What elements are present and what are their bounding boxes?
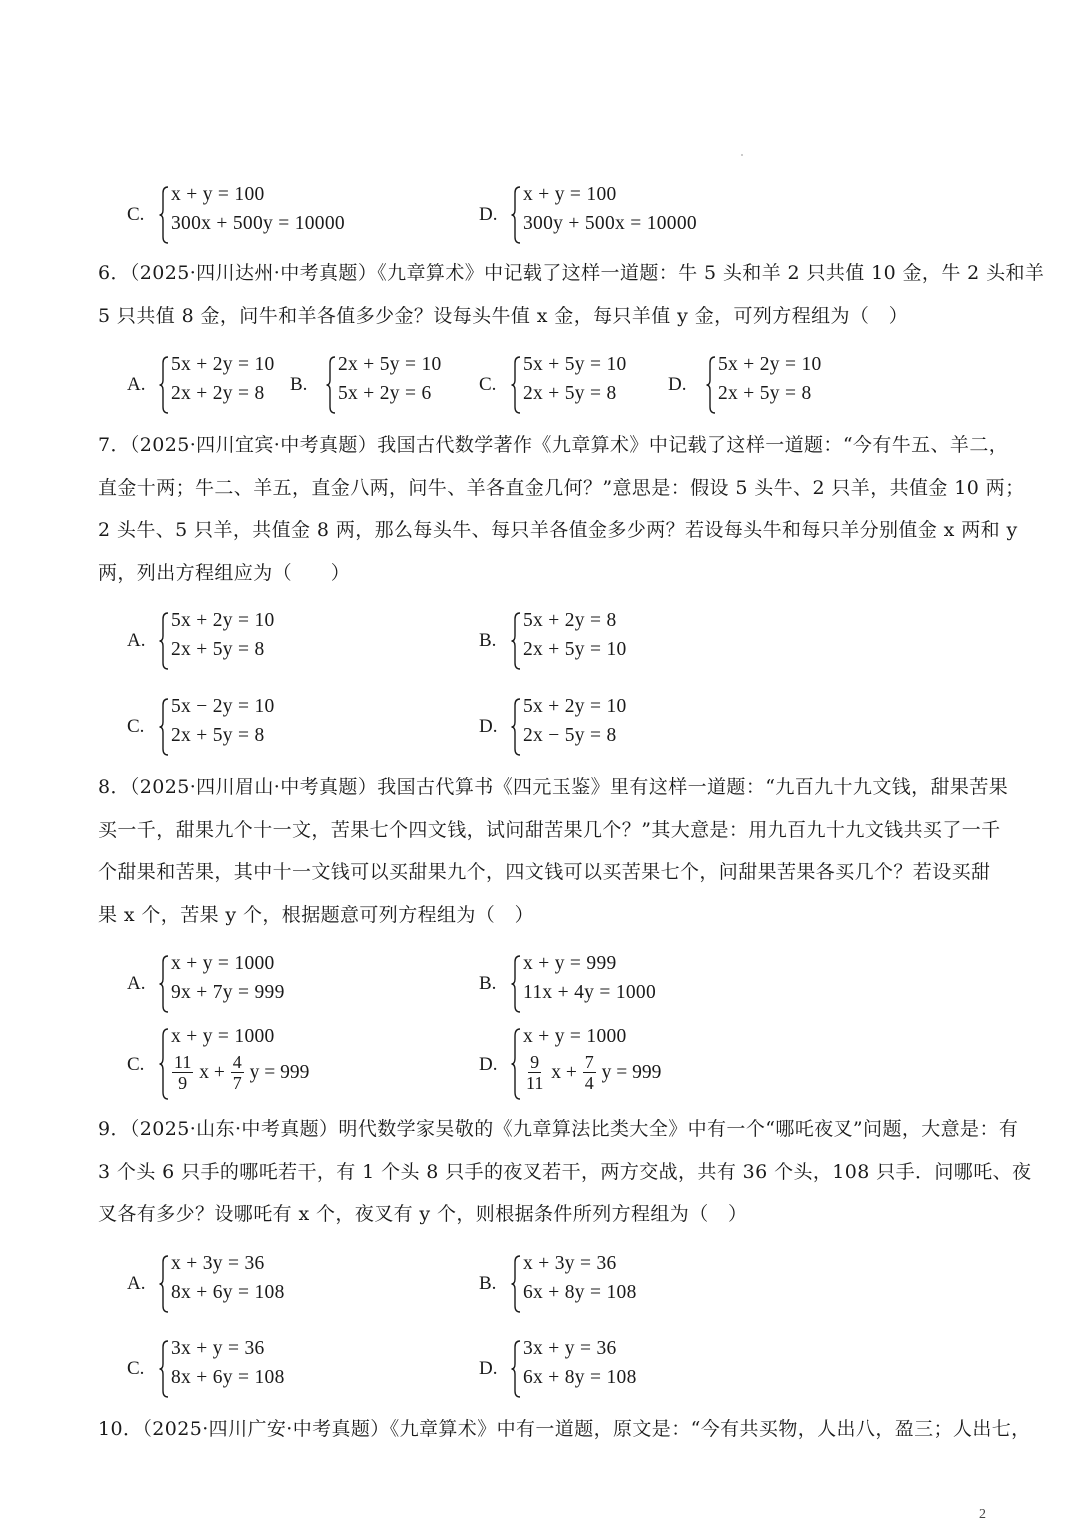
option-label: D.	[479, 1054, 498, 1075]
brace-icon	[511, 186, 521, 244]
q7-option-b[interactable]	[479, 612, 779, 672]
equation-1: 2x + 5y = 10	[338, 354, 442, 375]
fraction: $\frac{11}{9}$	[174, 1052, 192, 1093]
q5-option-c[interactable]	[127, 186, 427, 246]
option-label: B.	[479, 1273, 497, 1294]
equation-2: 11x + 4y = 1000	[523, 982, 657, 1003]
equation-2: 300y + 500x = 10000	[523, 213, 697, 234]
stem-line: 2 头牛、5 只羊，共值金 8 两，那么每头牛、每只羊各值金多少两？若设每头牛和每只羊分别值金 x 两和 y	[98, 519, 1018, 541]
q8-option-d[interactable]	[479, 1028, 779, 1104]
brace-icon	[159, 1255, 169, 1313]
equation-1: x + y = 1000	[171, 953, 275, 974]
q7-option-d[interactable]	[479, 698, 779, 758]
brace-icon	[159, 1340, 169, 1398]
q8-option-c[interactable]	[127, 1028, 427, 1104]
option-label: C.	[127, 1054, 145, 1075]
option-label: D.	[479, 1358, 498, 1379]
option-label: C.	[127, 1358, 145, 1379]
equation-1: x + y = 999	[523, 953, 617, 974]
equation-2: $\frac{9}{11}$ x + $\frac{7}{4}$ y = 999	[526, 1052, 662, 1093]
equation-2: 9x + 7y = 999	[171, 982, 285, 1003]
brace-icon	[511, 1255, 521, 1313]
equation-1: 5x + 2y = 10	[523, 696, 627, 717]
equation-2: 6x + 8y = 108	[523, 1282, 637, 1303]
equation-1: x + y = 1000	[171, 1026, 275, 1047]
option-label: A.	[127, 973, 146, 994]
option-label: D.	[479, 716, 498, 737]
equation-1: x + y = 1000	[523, 1026, 627, 1047]
brace-icon	[159, 356, 169, 414]
scan-speck	[741, 154, 743, 156]
option-label: B.	[479, 973, 497, 994]
brace-icon	[511, 955, 521, 1013]
equation-2: 2x + 2y = 8	[171, 383, 265, 404]
stem-line: 9．（2025·山东·中考真题）明代数学家吴敬的《九章算法比类大全》中有一个“哪吒夜叉”问题，大意是：有	[98, 1118, 1019, 1140]
stem-line: 果 x 个，苦果 y 个，根据题意可列方程组为（ ）	[98, 903, 535, 926]
brace-icon	[159, 612, 169, 670]
option-label: C.	[479, 374, 497, 395]
q6-option-d[interactable]	[668, 356, 848, 416]
stem-line: 两，列出方程组应为（ ）	[98, 561, 351, 584]
equation-2: 6x + 8y = 108	[523, 1367, 637, 1388]
brace-icon	[159, 955, 169, 1013]
q8-stem	[98, 766, 1009, 936]
brace-icon	[511, 612, 521, 670]
q8-option-a[interactable]	[127, 955, 427, 1015]
stem-line: 8．（2025·四川眉山·中考真题）我国古代算书《四元玉鉴》里有这样一道题：“九百九十九文钱，甜果苦果	[98, 776, 1009, 798]
q7-option-a[interactable]	[127, 612, 427, 672]
brace-icon	[706, 356, 716, 414]
stem-line: 10．（2025·四川广安·中考真题）《九章算术》中有一道题，原文是：“今有共买物，人出八，盈三；人出七，	[98, 1418, 1031, 1440]
fraction: $\frac{9}{11}$	[526, 1052, 544, 1093]
equation-1: 5x + 2y = 10	[171, 610, 275, 631]
equation-2: 2x + 5y = 8	[523, 383, 617, 404]
brace-icon	[511, 698, 521, 756]
option-label: C.	[127, 716, 145, 737]
equation-1: x + y = 100	[171, 184, 265, 205]
equation-2: 8x + 6y = 108	[171, 1282, 285, 1303]
q10-stem	[98, 1408, 1031, 1451]
option-label: A.	[127, 630, 146, 651]
brace-icon	[511, 1028, 521, 1100]
stem-line: 直金十两；牛二、羊五，直金八两，问牛、羊各直金几何？”意思是：假设 5 头牛、2 只羊，共值金 10 两；	[98, 476, 1025, 499]
option-label: D.	[668, 374, 687, 395]
equation-1: 5x + 2y = 10	[171, 354, 275, 375]
option-label: A.	[127, 1273, 146, 1294]
q9-option-d[interactable]	[479, 1340, 779, 1400]
equation-1: 5x − 2y = 10	[171, 696, 275, 717]
fraction: $\frac{4}{7}$	[232, 1052, 242, 1093]
stem-line: 买一千，甜果九个十一文，苦果七个四文钱，试问甜苦果几个？”其大意是：用九百九十九文钱共买了一千	[98, 818, 1001, 841]
q6-stem	[98, 252, 1045, 337]
option-label: D.	[479, 204, 498, 225]
equation-1: 5x + 5y = 10	[523, 354, 627, 375]
fraction: $\frac{7}{4}$	[584, 1052, 594, 1093]
equation-2: 8x + 6y = 108	[171, 1367, 285, 1388]
equation-1: x + 3y = 36	[523, 1253, 617, 1274]
stem-line: 个甜果和苦果，其中十一文钱可以买甜果九个，四文钱可以买苦果七个，问甜果苦果各买几个？若设买甜	[98, 861, 991, 883]
brace-icon	[159, 186, 169, 244]
option-label: B.	[479, 630, 497, 651]
brace-icon	[511, 356, 521, 414]
equation-2: 2x + 5y = 8	[171, 639, 265, 660]
option-label: B.	[290, 374, 308, 395]
equation-2: $\frac{11}{9}$ x + $\frac{4}{7}$ y = 999	[174, 1052, 310, 1093]
q9-option-b[interactable]	[479, 1255, 779, 1315]
equation-2: 2x + 5y = 8	[171, 725, 265, 746]
brace-icon	[511, 1340, 521, 1398]
q7-option-c[interactable]	[127, 698, 427, 758]
stem-line: 5 只共值 8 金，问牛和羊各值多少金？设每头牛值 x 金，每只羊值 y 金，可列方程组为（ ）	[98, 304, 909, 327]
q6-option-c[interactable]	[479, 356, 659, 416]
option-label: C.	[127, 204, 145, 225]
brace-icon	[159, 1028, 169, 1100]
equation-2: 2x + 5y = 10	[523, 639, 627, 660]
equation-1: 3x + y = 36	[171, 1338, 265, 1359]
equation-2: 300x + 500y = 10000	[171, 213, 345, 234]
q9-option-c[interactable]	[127, 1340, 427, 1400]
stem-line: 3 个头 6 只手的哪吒若干，有 1 个头 8 只手的夜叉若干，两方交战，共有 36 个头，108 只手．问哪吒、夜	[98, 1160, 1032, 1183]
equation-2: 5x + 2y = 6	[338, 383, 432, 404]
option-label: A.	[127, 374, 146, 395]
equation-1: 3x + y = 36	[523, 1338, 617, 1359]
brace-icon	[159, 698, 169, 756]
brace-icon	[326, 356, 336, 414]
q8-option-b[interactable]	[479, 955, 779, 1015]
q7-stem	[98, 424, 1025, 594]
equation-1: x + 3y = 36	[171, 1253, 265, 1274]
q9-stem	[98, 1108, 1032, 1236]
q9-option-a[interactable]	[127, 1255, 427, 1315]
stem-line: 6．（2025·四川达州·中考真题）《九章算术》中记载了这样一道题：牛 5 头和羊 2 只共值 10 金，牛 2 头和羊	[98, 262, 1045, 284]
equation-2: 2x + 5y = 8	[718, 383, 812, 404]
equation-2: 2x − 5y = 8	[523, 725, 617, 746]
q5-option-d[interactable]	[479, 186, 779, 246]
equation-1: 5x + 2y = 8	[523, 610, 617, 631]
equation-1: x + y = 100	[523, 184, 617, 205]
q6-option-a[interactable]	[127, 356, 307, 416]
q6-option-b[interactable]	[290, 356, 470, 416]
page-number: 2	[979, 1507, 986, 1522]
stem-line: 叉各有多少？设哪吒有 x 个，夜叉有 y 个，则根据条件所列方程组为（ ）	[98, 1203, 748, 1225]
equation-1: 5x + 2y = 10	[718, 354, 822, 375]
stem-line: 7．（2025·四川宜宾·中考真题）我国古代数学著作《九章算术》中记载了这样一道题：“今有牛五、羊二，	[98, 434, 1009, 456]
